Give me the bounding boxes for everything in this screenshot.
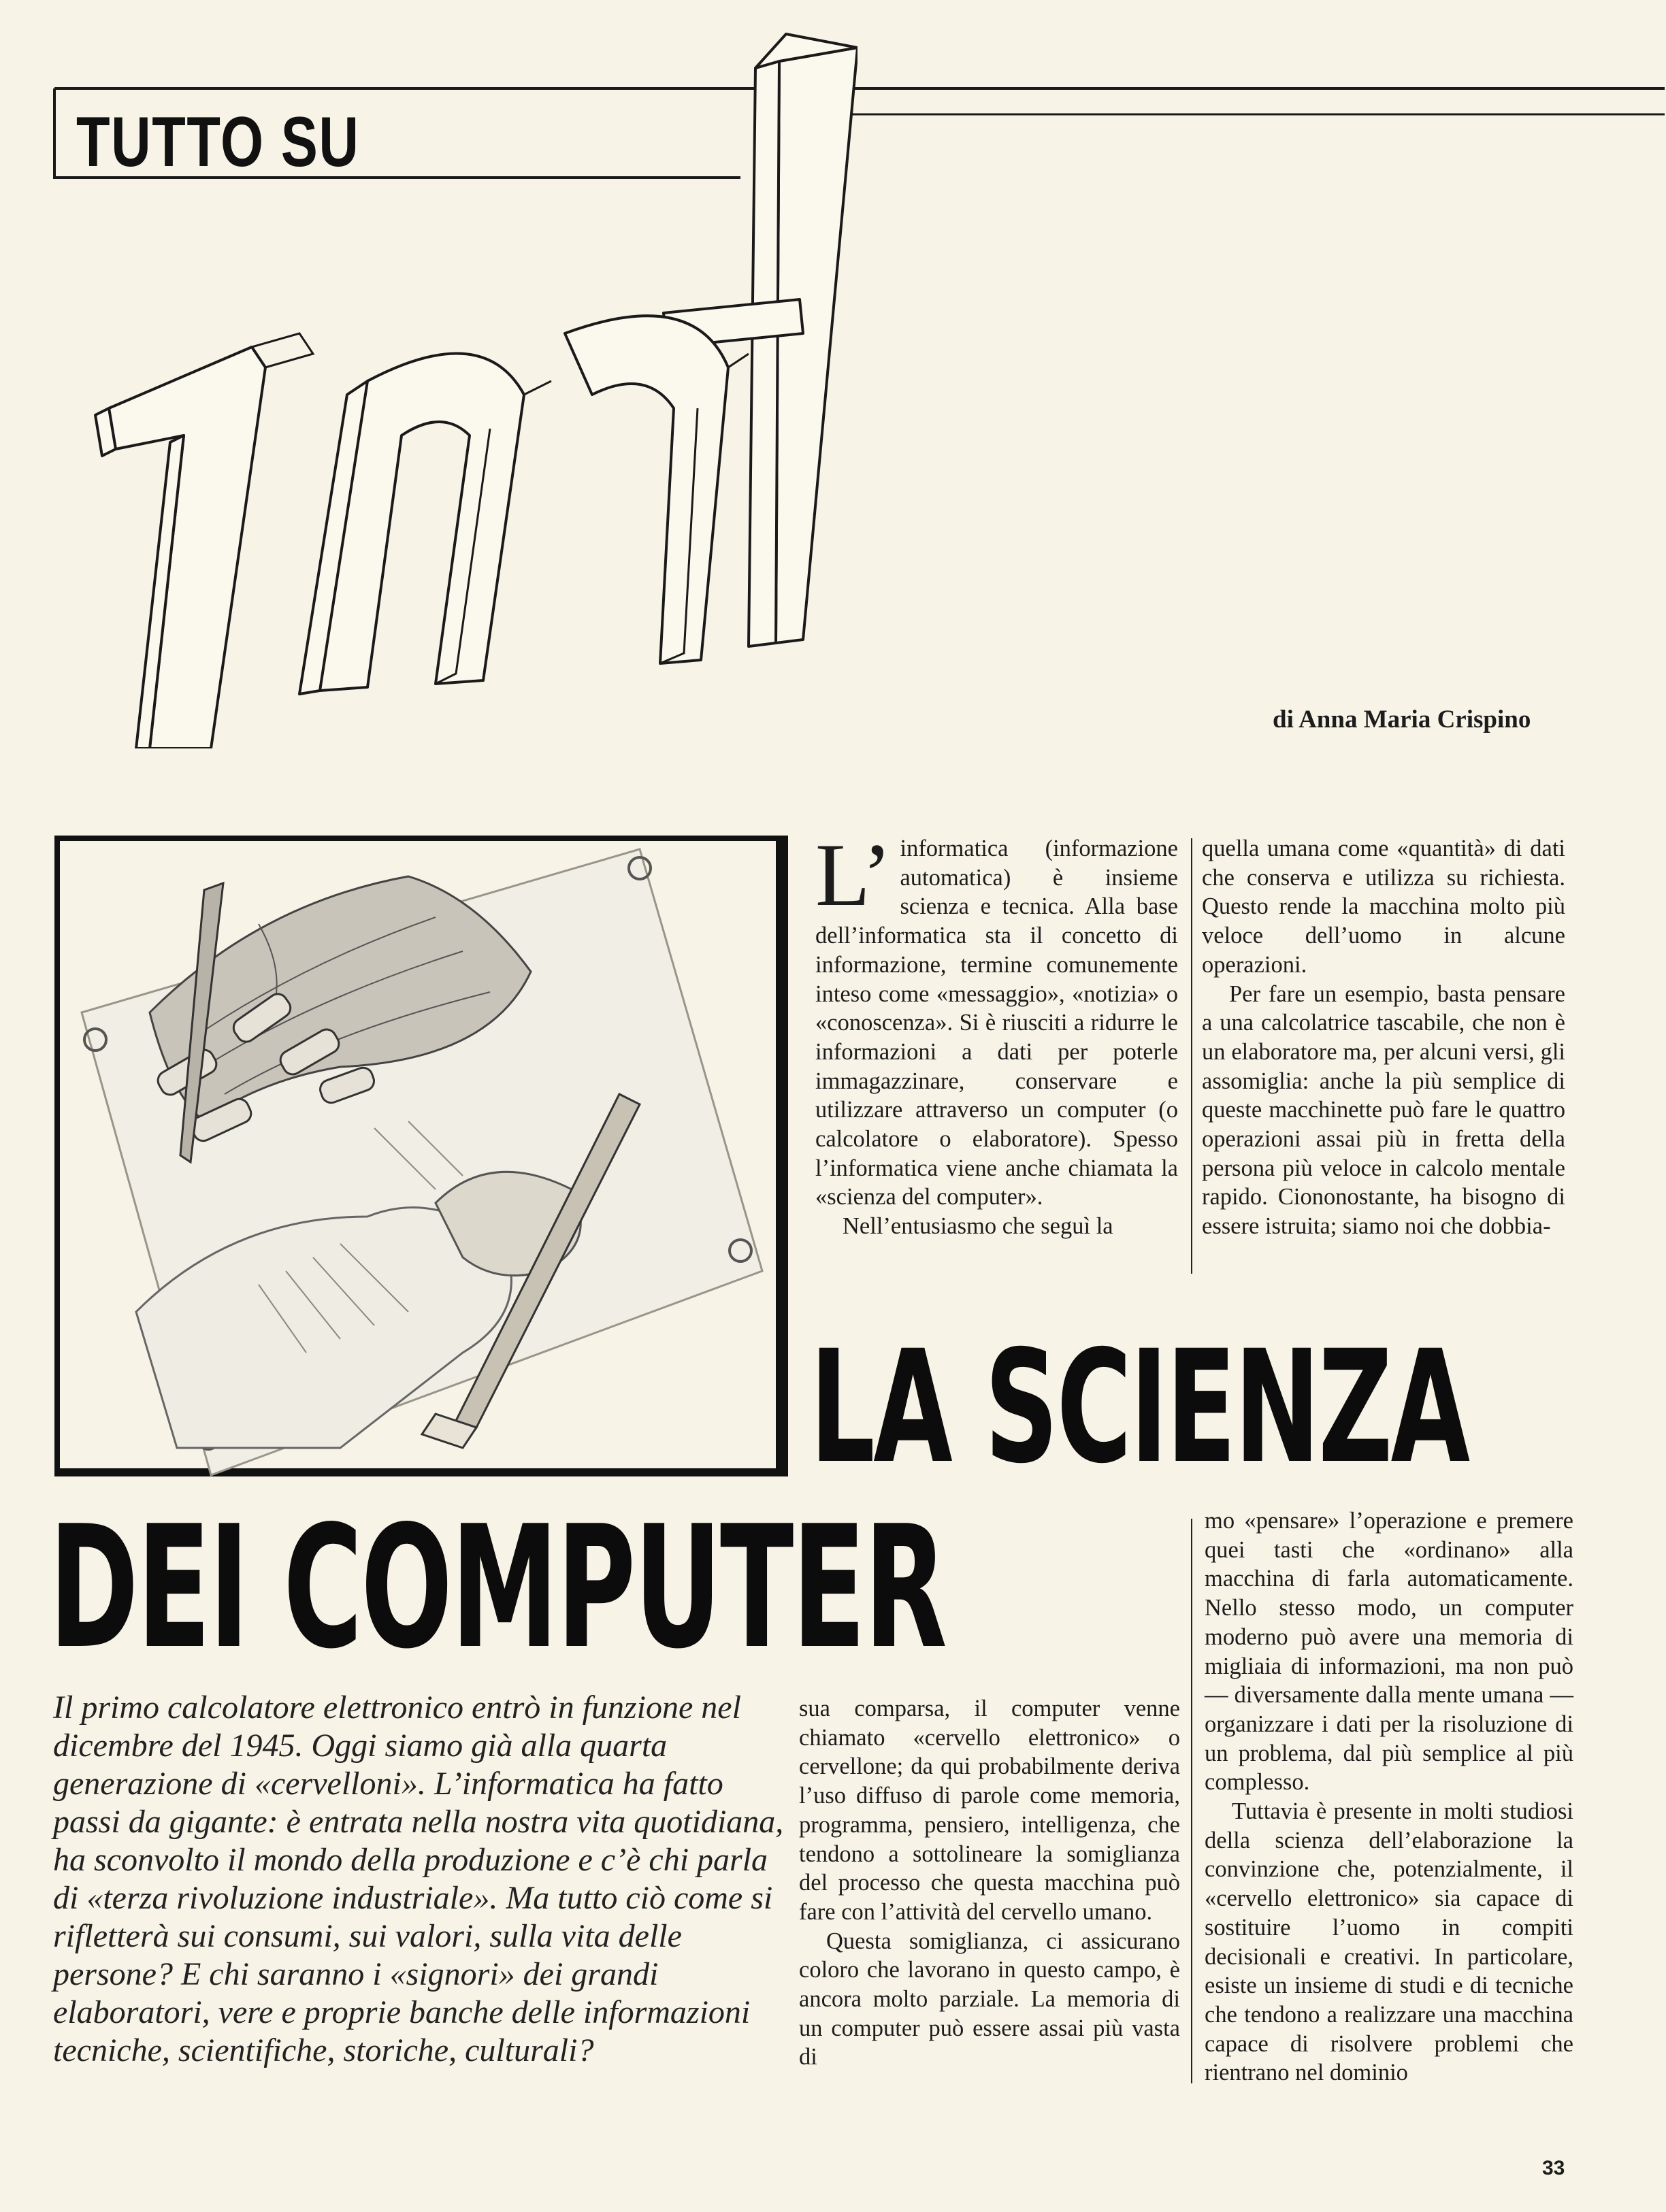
- informatica-logo: [48, 27, 858, 748]
- article-column-1: [815, 825, 1178, 1241]
- headline-line2: DEI COMPUTER: [49, 1490, 946, 1686]
- article-paragraph: quella umana come «quantità» di dati che conserva e utilizza su richiesta. Questo rende la macchina molto più veloce dell’uomo in alcune operazioni.: [1202, 836, 1565, 978]
- page-number: 33: [1542, 2157, 1565, 2179]
- byline: di Anna Maria Crispino: [1273, 706, 1531, 733]
- headline-line1: LA SCIENZA: [810, 1317, 1469, 1498]
- article-column-4: [1205, 1506, 1573, 2087]
- article-paragraph: Nell’entusiasmo che seguì la: [843, 1213, 1113, 1240]
- article-paragraph: Tuttavia è presente in molti studiosi della scienza dell’elaborazione la convinzione che, potenzialmente, il «cervello elettronico» sia capace di sostituire l’uomo in compiti decisionali e creativi. In particolare, esiste un insieme di studi e di tecniche che tendono a realizzare una macchina capace di risolvere problemi che rientrano nel dominio: [1205, 1798, 1573, 2086]
- article-paragraph: Questa somiglianza, ci assicurano coloro che lavorano in questo campo, è ancora molto parziale. La memoria di un computer può essere assai più vasta di: [799, 1928, 1180, 2070]
- section-label: TUTTO SU: [76, 103, 360, 182]
- article-paragraph: informatica (informazione automatica) è insieme scienza e tecnica. Alla base dell’informatica sta il concetto di informazione, termine comunemente inteso come «messaggio», «notizia» o «conoscenza». Si è riusciti a ridurre le informazioni a dati per poterle immagazzinare, conservare e utilizzare attraverso un computer (o calcolatore o elaboratore). Spesso l’informatica viene anche chiamata la «scienza del computer».: [815, 836, 1178, 1210]
- drawing-hands-illustration: [54, 836, 788, 1476]
- article-paragraph: Per fare un esempio, basta pensare a una calcolatrice tascabile, che non è un elaboratore ma, per alcuni versi, gli assomiglia: anche la più semplice di queste macchinette può fare le quattro operazioni assai più in fretta della persona più veloce in calcolo mentale rapido. Ciononostante, ha bisogno di essere istruita; siamo noi che dobbia-: [1202, 980, 1565, 1240]
- drop-cap: L’: [815, 825, 892, 925]
- intro-text: Il primo calcolatore elettronico entrò in funzione nel dicembre del 1945. Oggi siamo già alla quarta generazione di «cervelloni». L’informatica ha fatto passi da gigante: è entrata nella nostra vita quotidiana, ha sconvolto il mondo della produzione e c’è chi parla di «terza rivoluzione industriale». Ma tutto ciò come si rifletterà sui consumi, sui valori, sulla vita delle persone? E chi saranno i «signori» dei grandi elaboratori, vere e proprie banche delle informazioni tecniche, scientifiche, storiche, culturali?: [53, 1689, 784, 2068]
- article-paragraph: mo «pensare» l’operazione e premere quei tasti che «ordinano» alla macchina di farla automaticamente. Nello stesso modo, un computer moderno può avere una memoria di migliaia di informazioni, ma non può — diversamente dalla mente umana — organizzare i dati per la risoluzione di un problema, dal più semplice al più complesso.: [1205, 1508, 1573, 1796]
- article-column-3: [799, 1694, 1180, 2072]
- column-divider: [1191, 838, 1192, 1274]
- column-divider: [1191, 1519, 1192, 2083]
- article-column-2: [1202, 834, 1565, 1241]
- article-paragraph: sua comparsa, il computer venne chiamato «cervello elettronico» o cervellone; da qui probabilmente deriva l’uso diffuso di parole come memoria, programma, pensiero, intelligenza, che tendono a sottolineare la somiglianza del processo che questa macchina può fare con l’attività del cervello umano.: [799, 1696, 1180, 1925]
